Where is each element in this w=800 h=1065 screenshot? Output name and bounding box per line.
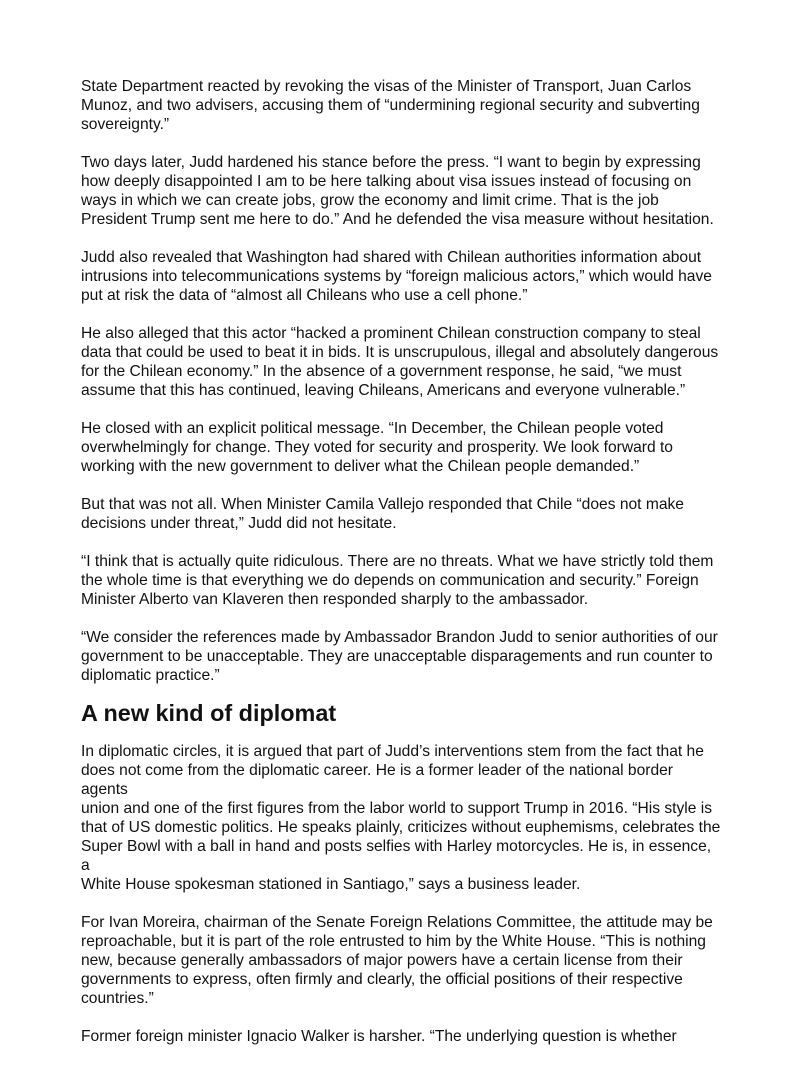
paragraph-political-message: He closed with an explicit political message. “In December, the Chilean people voted overwhelmingly for change. They voted for security and prosperity. We look forward to working with the new government to deliver what the Chilean people demanded.” [81, 420, 673, 475]
paragraph-telecom-intrusions: Judd also revealed that Washington had shared with Chilean authorities information about intrusions into telecommunications systems by “foreign malicious actors,” which would have put at risk the data of “almost all Chileans who use a cell phone.” [81, 249, 712, 304]
paragraph-visa-revocation: State Department reacted by revoking the visas of the Minister of Transport, Juan Carlos Munoz, and two advisers, accusing them of “undermining regional security and subverting sovereignty.” [81, 78, 700, 133]
paragraph-vallejo-response: But that was not all. When Minister Camila Vallejo responded that Chile “does not make decisions under threat,” Judd did not hesitate. [81, 496, 684, 532]
paragraph-judd-press-stance: Two days later, Judd hardened his stance before the press. “I want to begin by expressing how deeply disappointed I am to be here talking about visa issues instead of focusing on ways in which we can create jobs, grow the economy and limit crime. That is the job President Trump sent me here to do.” And he defended the visa measure without hesitation. [81, 154, 714, 228]
paragraph-diplomatic-circles: In diplomatic circles, it is argued that part of Judd’s interventions stem from the fact that he does not come from the diplomatic career. He is a former leader of the national border agents union and one of the first figures from the labor world to support Trump in 2016. “His style is that of US domestic politics. He speaks plainly, criticizes without euphemisms, celebrates the Super Bowl with a ball in hand and posts selfies with Harley motorcycles. He is, in essence, a White House spokesman stationed in Santiago,” says a business leader. [81, 743, 721, 893]
paragraph-van-klaveren-quote: “We consider the references made by Ambassador Brandon Judd to senior authorities of our government to be unacceptable. They are unacceptable disparagements and run counter to diplomatic practice.” [81, 629, 718, 684]
paragraph-judd-ridiculous-quote: “I think that is actually quite ridiculous. There are no threats. What we have strictly told them the whole time is that everything we do depends on communication and security.” Foreign Minister Alberto van Klaveren then responded sharply to the ambassador. [81, 553, 714, 608]
paragraph-ivan-moreira: For Ivan Moreira, chairman of the Senate Foreign Relations Committee, the attitude may be reproachable, but it is part of the role entrusted to him by the White House. “This is nothing new, because generally ambassadors of major powers have a certain license from their governments to express, often firmly and clearly, the official positions of their respective countries.” [81, 914, 713, 1007]
paragraph-ignacio-walker: Former foreign minister Ignacio Walker is harsher. “The underlying question is whether [81, 1028, 677, 1045]
document-page [81, 77, 721, 1065]
section-heading: A new kind of diplomat [81, 700, 337, 726]
paragraph-construction-hack: He also alleged that this actor “hacked a prominent Chilean construction company to steal data that could be used to beat it in bids. It is unscrupulous, illegal and absolutely dangerous for the Chilean economy.” In the absence of a government response, he said, “we must assume that this has continued, leaving Chileans, Americans and everyone vulnerable.” [81, 325, 719, 399]
